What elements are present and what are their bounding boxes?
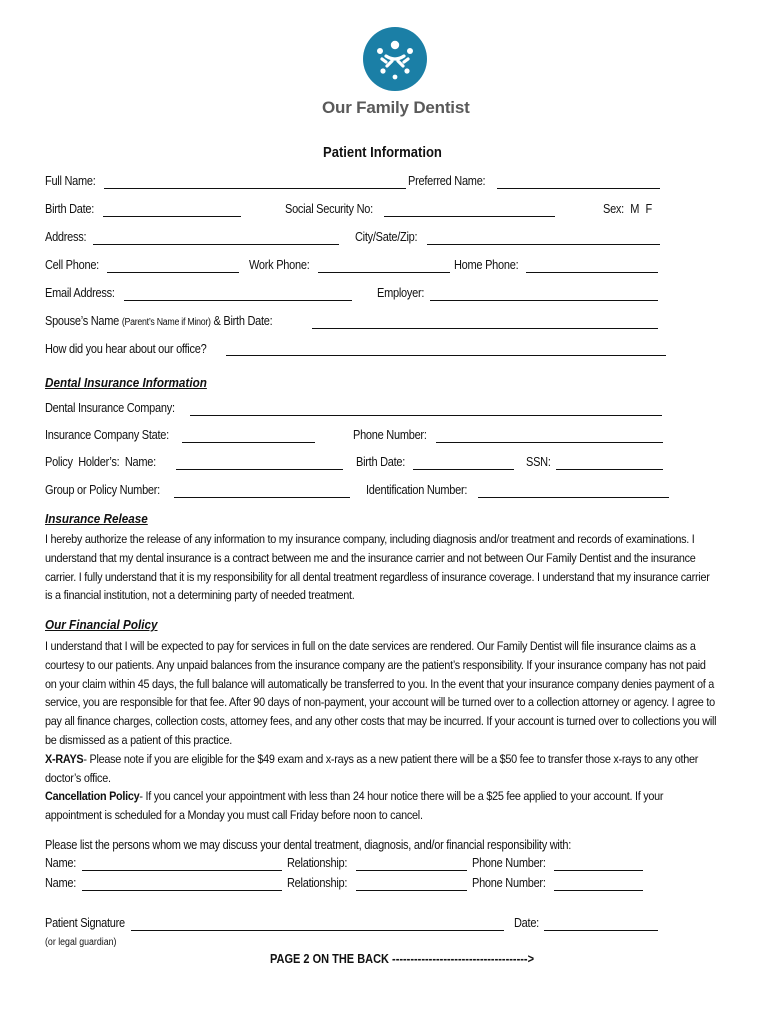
insurance-company-field[interactable]: [190, 415, 662, 416]
signature-field[interactable]: [131, 930, 504, 931]
person1-name-field[interactable]: [82, 870, 282, 871]
signature-date-label: Date:: [514, 916, 539, 930]
xrays-text: - Please note if you are eligible for the $49 exam and x-rays as a new patient there will be a $50 fee to transfer those x-rays to any other doctor’s office.: [45, 751, 699, 785]
address-label: Address:: [45, 230, 87, 244]
financial-text: [45, 637, 719, 825]
insurance-heading: Dental Insurance Information: [45, 375, 207, 390]
employer-label: Employer:: [377, 286, 425, 300]
referral-field[interactable]: [226, 355, 666, 356]
email-field[interactable]: [124, 300, 352, 301]
cancellation-label: Cancellation Policy: [45, 789, 140, 804]
signature-date-field[interactable]: [544, 930, 658, 931]
insurance-phone-label: Phone Number:: [353, 428, 427, 442]
holder-ssn-label: SSN:: [526, 455, 551, 469]
holder-birth-field[interactable]: [413, 469, 514, 470]
spouse-label-birth: & Birth Date:: [213, 314, 273, 328]
cell-phone-field[interactable]: [107, 272, 239, 273]
insurance-state-field[interactable]: [182, 442, 315, 443]
logo: [362, 26, 428, 92]
person2-name-label: Name:: [45, 876, 77, 890]
full-name-field[interactable]: [104, 188, 406, 189]
holder-ssn-field[interactable]: [556, 469, 663, 470]
release-text: I hereby authorize the release of any information to my insurance company, including diagnosis and/or treatment and records of examinations. I understand that my dental insurance is a contract between me and the insurance carrier and not between Our Family Dentist and the insurance carrier. I fully understand that it is my responsibility for all dental treatment regardless of insurance coverage. I understand that my insurance carrier is a financial institution, not a determining party of needed treatment.: [45, 532, 710, 603]
city-state-zip-label: City/Sate/Zip:: [355, 230, 418, 244]
policy-holder-field[interactable]: [176, 469, 343, 470]
guardian-note: (or legal guardian): [45, 937, 117, 948]
work-phone-field[interactable]: [318, 272, 450, 273]
person1-phone-label: Phone Number:: [472, 856, 546, 870]
sex-label[interactable]: Sex: M F: [603, 202, 652, 216]
birth-date-field[interactable]: [103, 216, 241, 217]
ssn-field[interactable]: [384, 216, 555, 217]
home-phone-field[interactable]: [526, 272, 658, 273]
brand-name: Our Family Dentist: [322, 98, 470, 117]
insurance-state-label: Insurance Company State:: [45, 428, 169, 442]
cancellation-paragraph: [45, 787, 719, 825]
release-heading: Insurance Release: [45, 511, 148, 526]
ident-number-label: Identification Number:: [366, 483, 468, 497]
financial-policy-text: I understand that I will be expected to pay for services in full on the date services are rendered. Our Family Dentist will file insurance claims as a courtesy to our patients. Any unpaid balances from the insurance company are the patient’s responsibility. If your insurance company has not paid on your claim within 45 days, the full balance will automatically be transferred to you. In the event that your insurance company denies payment of a service, you are responsible for that fee. After 90 days of non-payment, your account will be turned over to a collection attorney or agency. I agree to pay all finance charges, collection costs, attorney fees, and any other costs that may be incurred. If your account is turned over to collections you will be dismissed as a patient of this practice.: [45, 639, 717, 747]
family-logo-icon: [362, 26, 428, 92]
persons-intro: Please list the persons whom we may discuss your dental treatment, diagnosis, and/or financial responsibility with:: [45, 838, 572, 852]
page-footer: PAGE 2 ON THE BACK ------------------------------------->: [270, 952, 534, 966]
cancellation-text: - If you cancel your appointment with less than 24 hour notice there will be a $25 fee applied to your account. If your appointment is scheduled for a Monday you must call Friday before noon to cancel.: [45, 789, 664, 823]
xrays-label: X-RAYS: [45, 751, 84, 766]
employer-field[interactable]: [430, 300, 658, 301]
group-number-field[interactable]: [174, 497, 350, 498]
person1-name-label: Name:: [45, 856, 77, 870]
insurance-phone-field[interactable]: [436, 442, 663, 443]
home-phone-label: Home Phone:: [454, 258, 519, 272]
person2-phone-field[interactable]: [554, 890, 643, 891]
person1-phone-field[interactable]: [554, 870, 643, 871]
work-phone-label: Work Phone:: [249, 258, 310, 272]
holder-birth-label: Birth Date:: [356, 455, 406, 469]
ssn-label: Social Security No:: [285, 202, 373, 216]
person1-relationship-label: Relationship:: [287, 856, 348, 870]
person2-relationship-label: Relationship:: [287, 876, 348, 890]
spouse-label-main: Spouse’s Name: [45, 314, 120, 328]
full-name-label: Full Name:: [45, 174, 96, 188]
spouse-label: [45, 314, 272, 328]
person1-relationship-field[interactable]: [356, 870, 467, 871]
financial-heading: Our Financial Policy: [45, 617, 158, 632]
person2-relationship-field[interactable]: [356, 890, 467, 891]
signature-label: Patient Signature: [45, 916, 125, 930]
birth-date-label: Birth Date:: [45, 202, 95, 216]
ident-number-field[interactable]: [478, 497, 669, 498]
xrays-paragraph: [45, 750, 719, 788]
group-number-label: Group or Policy Number:: [45, 483, 160, 497]
spouse-label-note: (Parent’s Name if Minor): [121, 317, 211, 328]
preferred-name-label: Preferred Name:: [408, 174, 486, 188]
insurance-company-label: Dental Insurance Company:: [45, 401, 175, 415]
person2-phone-label: Phone Number:: [472, 876, 546, 890]
spouse-field[interactable]: [312, 328, 658, 329]
city-state-zip-field[interactable]: [427, 244, 660, 245]
policy-holder-label: Policy Holder’s: Name:: [45, 455, 156, 469]
email-label: Email Address:: [45, 286, 115, 300]
person2-name-field[interactable]: [82, 890, 282, 891]
preferred-name-field[interactable]: [497, 188, 660, 189]
page-title: Patient Information: [323, 145, 442, 161]
referral-label: How did you hear about our office?: [45, 342, 207, 356]
address-field[interactable]: [93, 244, 339, 245]
cell-phone-label: Cell Phone:: [45, 258, 99, 272]
